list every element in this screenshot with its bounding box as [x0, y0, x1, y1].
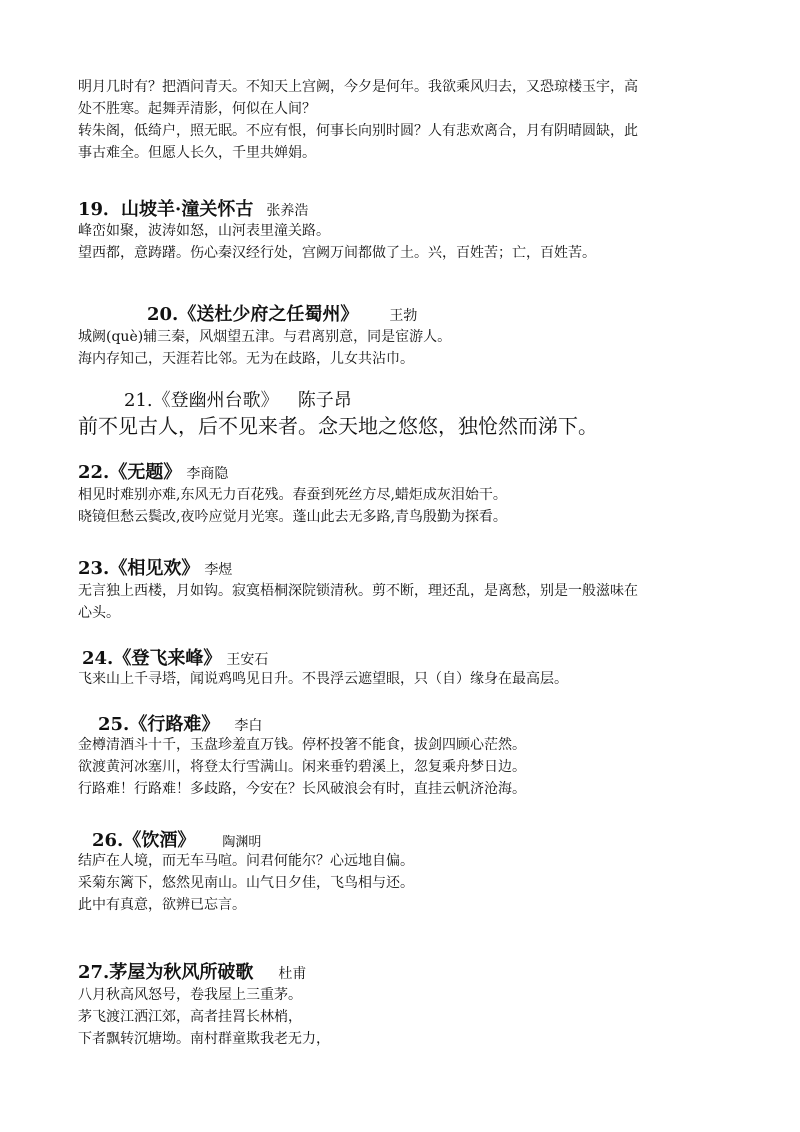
poem-21-author: 陈子昂: [297, 390, 352, 411]
poem-22-line-1: 相见时难别亦难,东风无力百花残。春蚕到死丝方尽,蜡炬成灰泪始干。: [78, 487, 507, 503]
intro-line-4: 事古难全。但愿人长久，千里共婵娟。: [78, 145, 316, 161]
poem-22-line-2: 晓镜但愁云鬓改,夜吟应觉月光寒。蓬山此去无多路,青鸟殷勤为探看。: [78, 509, 507, 525]
poem-19-line-2: 望西都，意踌躇。伤心秦汉经行处，宫阙万间都做了土。兴，百姓苦；亡，百姓苦。: [78, 245, 596, 261]
poem-19-line-1: 峰峦如聚，波涛如怒，山河表里潼关路。: [78, 223, 330, 239]
poem-25-line-3: 行路难！行路难！多歧路，今安在？长风破浪会有时，直挂云帆济沧海。: [78, 781, 526, 797]
poem-26-line-1: 结庐在人境，而无车马喧。问君何能尔？心远地自偏。: [78, 853, 414, 869]
poem-24-author: 王安石: [226, 652, 269, 668]
poem-19-title: 19．山坡羊·潼关怀古: [78, 199, 254, 220]
poem-20-author: 王勃: [389, 308, 418, 324]
poem-23-author: 李煜: [204, 562, 233, 578]
poem-25-line-1: 金樽清酒斗十千，玉盘珍羞直万钱。停杯投箸不能食，拔剑四顾心茫然。: [78, 737, 526, 753]
poem-27-line-1: 八月秋高风怒号，卷我屋上三重茅。: [78, 987, 302, 1003]
poem-24-heading: [82, 644, 268, 670]
poem-23-title: 23.《相见欢》: [78, 558, 200, 579]
poem-27-line-2: 茅飞渡江洒江郊，高者挂罥长林梢，: [78, 1009, 302, 1025]
poem-20-title: 20.《送杜少府之任蜀州》: [147, 304, 359, 325]
poem-23-line-2: 心头。: [78, 605, 120, 621]
poem-22-author: 李商隐: [186, 466, 229, 482]
poem-20-line-1: 城阙(què)辅三秦，风烟望五津。与君离别意，同是宦游人。: [78, 329, 452, 345]
poem-22-heading: [78, 458, 228, 484]
poem-26-line-3: 此中有真意，欲辨已忘言。: [78, 897, 246, 913]
intro-line-3: 转朱阁，低绮户，照无眠。不应有恨，何事长向别时圆？人有悲欢离合，月有阴晴圆缺，此: [78, 123, 638, 139]
poem-27-author: 杜甫: [278, 966, 307, 982]
poem-27-title: 27.茅屋为秋风所破歌: [78, 962, 254, 983]
poem-19-author: 张养浩: [266, 203, 309, 219]
intro-line-2: 处不胜寒。起舞弄清影，何似在人间？: [78, 101, 316, 117]
poem-19-heading: [78, 195, 308, 221]
poem-25-line-2: 欲渡黄河冰塞川，将登太行雪满山。闲来垂钓碧溪上，忽复乘舟梦日边。: [78, 759, 526, 775]
poem-27-heading: [78, 958, 306, 984]
poem-22-title: 22.《无题》: [78, 462, 182, 483]
poem-26-author: 陶渊明: [222, 835, 262, 850]
poem-20-line-2: 海内存知己，天涯若比邻。无为在歧路，儿女共沾巾。: [78, 351, 414, 367]
poem-20-heading: [147, 300, 417, 326]
poem-26-title: 26.《饮酒》: [92, 830, 196, 851]
poem-25-author: 李白: [234, 718, 263, 734]
poem-21-heading: [124, 386, 352, 412]
intro-line-1: 明月几时有？把酒问青天。不知天上宫阙，今夕是何年。我欲乘风归去，又恐琼楼玉宇，高: [78, 79, 638, 95]
poem-24-line-1: 飞来山上千寻塔，闻说鸡鸣见日升。不畏浮云遮望眼，只（自）缘身在最高层。: [78, 671, 568, 687]
poem-21-line-1: 前不见古人，后不见来者。念天地之悠悠，独怆然而涕下。: [78, 414, 598, 438]
poem-24-title: 24.《登飞来峰》: [82, 648, 222, 669]
poem-25-heading: [98, 710, 262, 736]
poem-23-heading: [78, 554, 232, 580]
poem-26-heading: [92, 826, 261, 852]
poem-26-line-2: 采菊东篱下，悠然见南山。山气日夕佳，飞鸟相与还。: [78, 875, 414, 891]
poem-27-line-3: 下者飘转沉塘坳。南村群童欺我老无力，: [78, 1031, 330, 1047]
poem-23-line-1: 无言独上西楼，月如钩。寂寞梧桐深院锁清秋。剪不断，理还乱，是离愁，别是一般滋味在: [78, 583, 638, 599]
poem-25-title: 25.《行路难》: [98, 714, 220, 735]
poem-21-title: 21.《登幽州台歌》: [124, 390, 279, 411]
